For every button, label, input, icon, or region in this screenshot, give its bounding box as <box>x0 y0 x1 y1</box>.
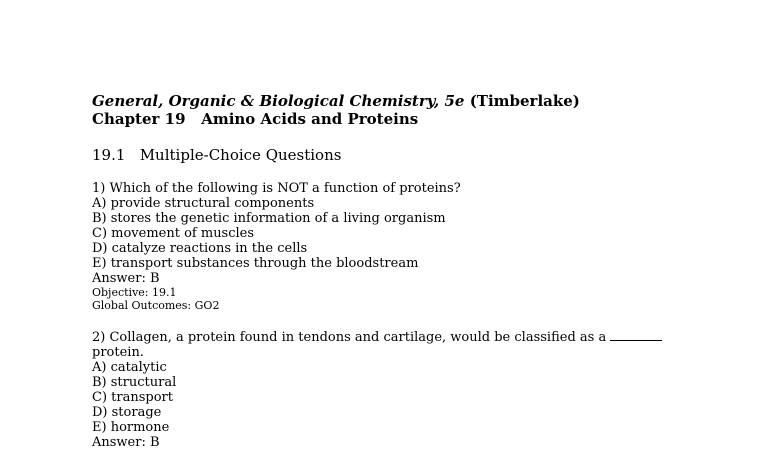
question-stem <box>92 329 752 345</box>
option-d: D) storage <box>92 405 162 420</box>
option-b: B) structural <box>92 375 177 390</box>
option-e: E) transport substances through the bloodstream <box>92 256 419 271</box>
fill-in-blank <box>610 329 662 341</box>
question-1 <box>92 181 752 312</box>
book-title-line <box>92 92 752 110</box>
option-e: E) hormone <box>92 420 170 435</box>
question-2 <box>92 329 752 450</box>
option-d: D) catalyze reactions in the cells <box>92 241 308 256</box>
book-title: General, Organic & Biological Chemistry, 5e <box>92 92 465 110</box>
option-c: C) movement of muscles <box>92 226 255 241</box>
global-outcomes: Global Outcomes: GO2 <box>92 299 220 312</box>
option-c: C) transport <box>92 390 173 405</box>
question-stem: 1) Which of the following is NOT a function of proteins? <box>92 181 461 196</box>
question-stem-part2: protein. <box>92 345 144 360</box>
option-a: A) provide structural components <box>92 196 315 211</box>
section-title: 19.1 Multiple-Choice Questions <box>92 146 342 164</box>
option-a: A) catalytic <box>92 360 167 375</box>
option-b: B) stores the genetic information of a living organism <box>92 211 446 226</box>
objective: Objective: 19.1 <box>92 286 177 299</box>
question-stem-part1: 2) Collagen, a protein found in tendons and cartilage, would be classified as a <box>92 330 607 345</box>
answer: Answer: B <box>92 435 160 450</box>
document-content <box>92 92 752 450</box>
book-author: (Timberlake) <box>469 92 580 110</box>
answer: Answer: B <box>92 271 160 286</box>
chapter-title: Chapter 19 Amino Acids and Proteins <box>92 110 419 128</box>
